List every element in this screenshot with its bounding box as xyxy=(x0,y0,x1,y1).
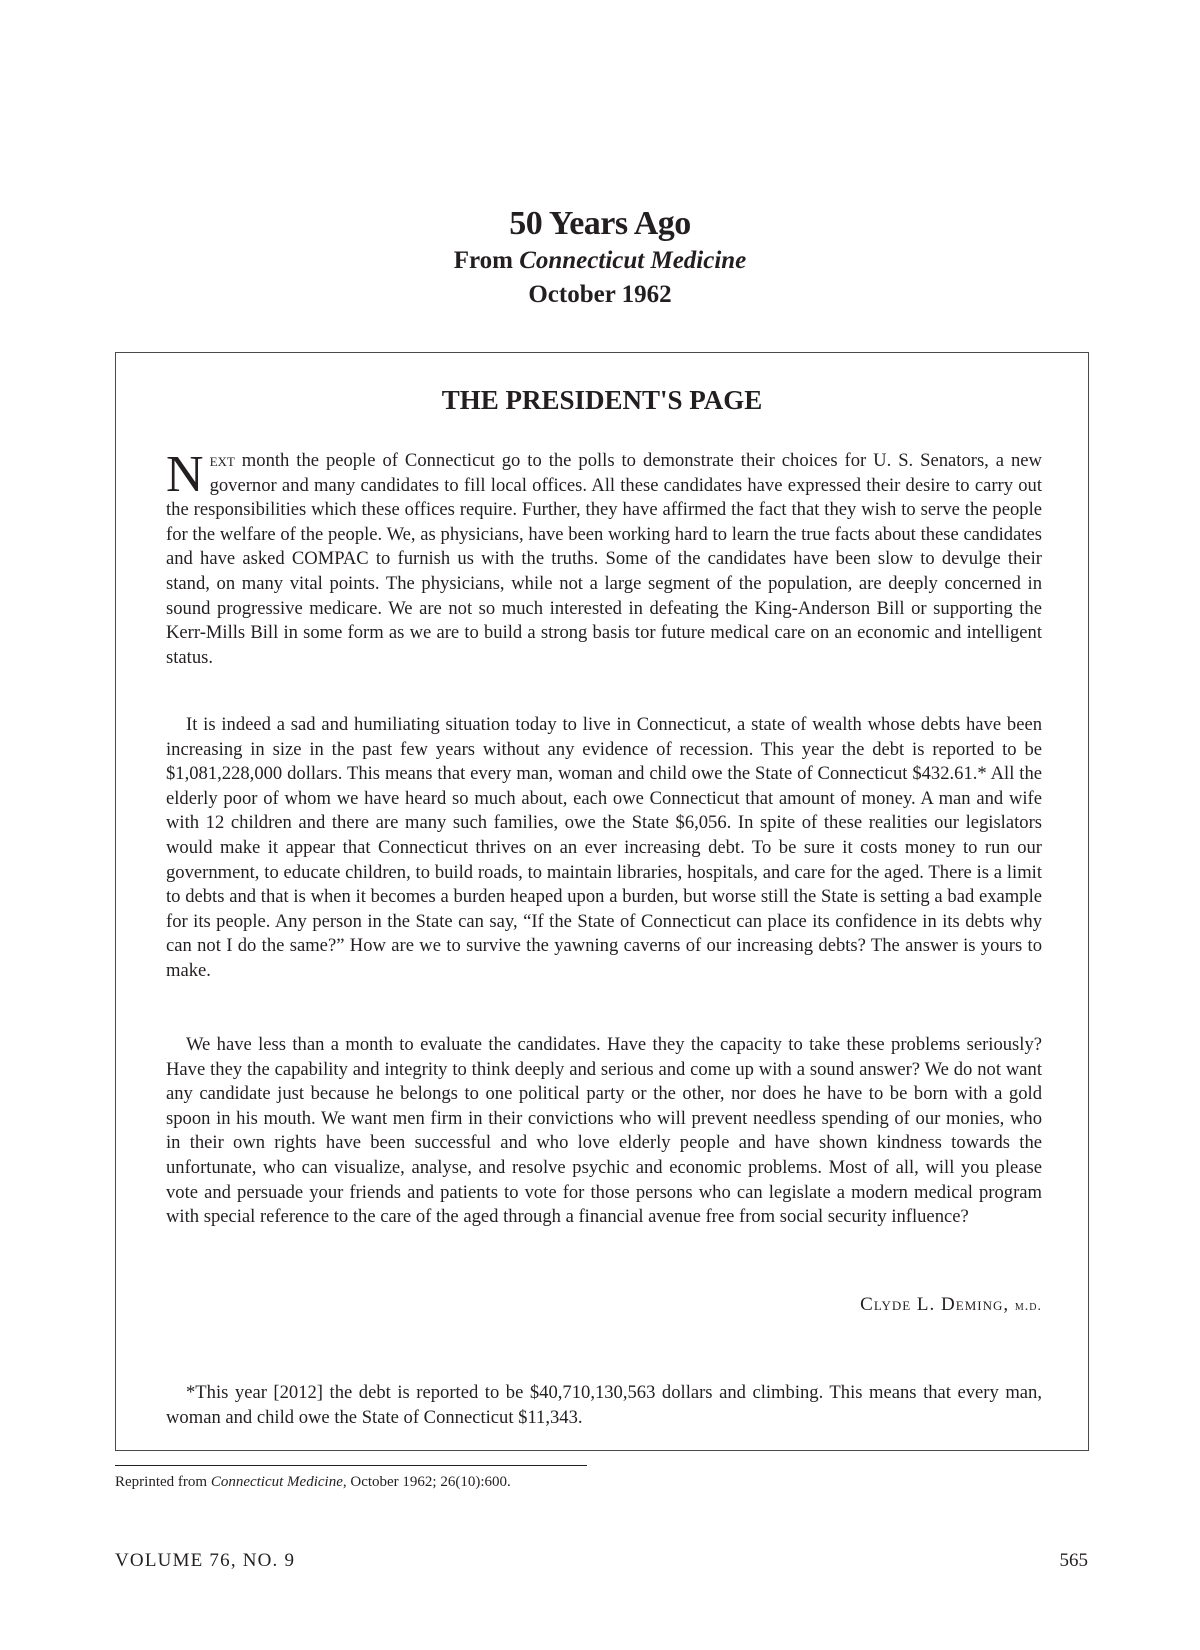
section-title: 50 Years Ago xyxy=(509,205,691,242)
paragraph-1 xyxy=(166,446,1042,670)
page-header xyxy=(0,204,1200,312)
reprint-suffix: , October 1962; 26(10):600. xyxy=(342,1474,511,1490)
lead-smallcaps: ext xyxy=(209,450,235,471)
paragraph-1-text: month the people of Connecticut go to the polls to demonstrate their choices for U. S. Senators, a new governor and many candidates to fill local offices. All these candidates have expressed their desire to carry out the responsibilities which these offices require. Further, they have affirmed the fact that they wish to serve the people for the welfare of the people. We, as physicians, have been working hard to learn the true facts about these candidates and have asked COMPAC to furnish us with the truths. Some of the candidates have been slow to devulge their stand, on many vital points. The physicians, while not a large segment of the population, are deeply concerned in sound progressive medicare. We are not so much interested in defeating the King-Anderson Bill or supporting the Kerr-Mills Bill in some form as we are to build a strong basis tor future medical care on an economic and intelligent status. xyxy=(166,450,1042,668)
footnote: *This year [2012] the debt is reported to be $40,710,130,563 dollars and climbing. This means that every man, woman and child owe the State of Connecticut $11,343. xyxy=(166,1382,1042,1428)
signature-name: Clyde L. Deming, xyxy=(860,1294,1010,1315)
reprint-journal: Connecticut Medicine xyxy=(210,1474,343,1490)
drop-cap: N xyxy=(166,446,204,503)
source-journal: Connecticut Medicine xyxy=(519,247,747,274)
paragraph-2: It is indeed a sad and humiliating situation today to live in Connecticut, a state of wealth whose debts have been increasing in size in the past few years without any evidence of recession. This year the debt is reported to be $1,081,228,000 dollars. This means that every man, woman and child owe the State of Connecticut $432.61.* All the elderly poor of whom we have heard so much about, each owe Connecticut that amount of money. A man and wife with 12 children and there are many such families, owe the State $6,056. In spite of these realities our legislators would make it appear that Connecticut thrives on an ever increasing debt. To be sure it costs money to run our government, to educate children, to build roads, to maintain libraries, hospitals, and care for the aged. There is a limit to debts and that is when it becomes a burden heaped upon a burden, but worse still the State is setting a bad example for its people. Any person in the State can say, “If the State of Connecticut can place its confidence in its debts why can not I do the same?” How are we to survive the yawning caverns of our increasing debts? The answer is yours to make. xyxy=(166,714,1042,981)
paragraph-3: We have less than a month to evaluate the candidates. Have they the capacity to take these problems seriously? Have they the capability and integrity to think deeply and serious and come up with a sound answer? We do not want any candidate just because he belongs to one political party or the other, nor does he have to be born with a gold spoon in his mouth. We want men firm in their convictions who will prevent needless spending of our monies, who in their own rights have been successful and who love elderly people and have shown kindness towards the unfortunate, who can visualize, analyse, and resolve psychic and economic problems. Most of all, will you please vote and persuade your friends and patients to vote for those persons who can legislate a modern medical program with special reference to the care of the aged through a financial avenue free from social security influence? xyxy=(166,1034,1042,1228)
reprint-note xyxy=(115,1472,511,1492)
divider xyxy=(115,1465,587,1466)
article-title: THE PRESIDENT'S PAGE xyxy=(441,385,763,415)
signature-degree: m.d. xyxy=(1014,1299,1042,1314)
source-line xyxy=(0,244,1200,278)
volume-label: VOLUME 76, NO. 9 xyxy=(115,1550,296,1571)
signature xyxy=(860,1292,1042,1320)
reprint-prefix: Reprinted from xyxy=(115,1474,211,1490)
source-prefix: From xyxy=(453,247,520,274)
article-box xyxy=(115,352,1089,1451)
source-date: October 1962 xyxy=(528,281,672,308)
page-number: 565 xyxy=(1059,1550,1088,1571)
